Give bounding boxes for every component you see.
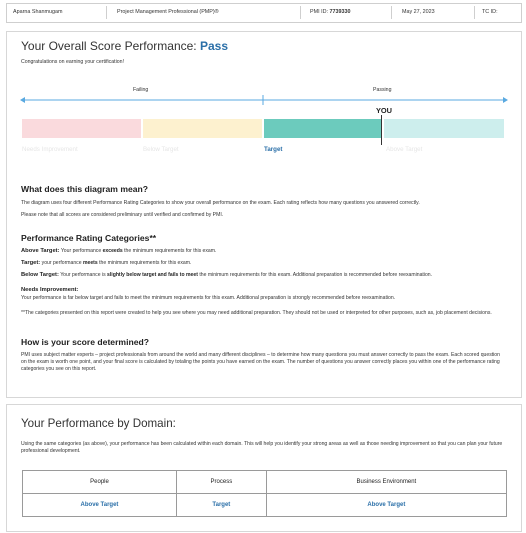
candidate-name: Aparna Shanmugam [13, 9, 63, 15]
header-divider [474, 6, 475, 19]
report-header [6, 3, 522, 23]
above-target-post: the minimum requirements for this exam. [122, 248, 217, 254]
domain-header-process: Process [176, 471, 266, 494]
header-divider [106, 6, 107, 19]
domain-header-business-environment: Business Environment [266, 471, 506, 494]
rating-heading: Performance Rating Categories** [21, 233, 157, 243]
diagram-heading: What does this diagram mean? [21, 184, 149, 194]
domain-value-business-environment: Above Target [266, 494, 506, 517]
rating-needs-improvement [21, 287, 511, 294]
you-marker-label: YOU [376, 106, 393, 115]
below-target-label: Below Target: [21, 272, 59, 278]
rating-target [21, 260, 511, 267]
report-date: May 27, 2023 [402, 9, 435, 15]
domain-table [22, 470, 507, 517]
rating-below-target [21, 272, 516, 279]
target-post: the minimum requirements for this exam. [97, 260, 192, 266]
domain-heading: Your Performance by Domain: [21, 417, 176, 430]
label-above-target: Above Target [386, 146, 423, 153]
diagram-paragraph-2: Please note that all scores are considered preliminary until verified and confirmed by PMI. [21, 212, 224, 218]
header-divider [300, 6, 301, 19]
bar-above-target [384, 119, 504, 138]
rating-above-target [21, 248, 511, 255]
exam-name: Project Management Professional (PMP)® [117, 9, 219, 15]
overall-score-title [21, 39, 228, 53]
label-below-target: Below Target [143, 146, 179, 153]
needs-improvement-text: Your performance is far below target and fails to meet the minimum requirements for this exam. Additional preparation is strongly recommended before reexamination. [21, 295, 396, 301]
rating-note: **The categories presented on this report were created to help you see where you may need additional preparation. They should not be used or interpreted for other purposes, such as, job placement decisions. [21, 310, 492, 316]
below-target-post: the minimum requirements for this exam. Additional preparation is recommended before reexamination. [197, 272, 433, 278]
below-target-pre: Your performance is [60, 272, 108, 278]
diagram-paragraph-1: The diagram uses four different Performance Rating Categories to show your overall performance on the exam. Each rating reflects how many questions you answered correctly. [21, 200, 420, 206]
score-heading: How is your score determined? [21, 337, 149, 347]
bar-target [264, 119, 382, 138]
overall-result: Pass [199, 39, 229, 53]
score-paragraph: PMI uses subject matter experts – project professionals from around the world and many different disciplines – to determine how many questions you must answer correctly to pass the exam. Each scored question on the exam is worth one point, and your final score is calculated by totaling the points you have earned on the exam. The number of questions you answer correctly places you within one of the performance rating categories you see on this report. [21, 352, 500, 372]
you-marker-line [381, 115, 382, 145]
domain-paragraph: Using the same categories (as above), your performance has been calculated within each domain. This will help you identify your strong areas as well as those needing improvement so that you can plan your future professional development. [21, 441, 503, 454]
above-target-bold: exceeds [102, 248, 123, 254]
target-bold: meets [82, 260, 98, 266]
label-needs-improvement: Needs Improvement [22, 146, 78, 153]
bar-below-target [143, 119, 262, 138]
target-pre: your performance [41, 260, 83, 266]
above-target-pre: Your performance [60, 248, 103, 254]
domain-value-process: Target [176, 494, 266, 517]
pmi-id-value: 7739330 [329, 9, 351, 15]
target-label: Target: [21, 260, 41, 266]
below-target-bold: slightly below target and fails to meet [107, 272, 198, 278]
pmi-id-field [310, 9, 350, 15]
needs-improvement-label: Needs Improvement: [21, 287, 79, 293]
passing-label: Passing [373, 87, 392, 93]
domain-value-row [23, 494, 507, 517]
pmi-id-label: PMI ID: [310, 9, 328, 15]
congrats-text: Congratulations on earning your certification! [21, 59, 124, 65]
failing-passing-arrow [20, 94, 508, 106]
failing-label: Failing [133, 87, 149, 93]
domain-header-people: People [23, 471, 177, 494]
domain-header-row [23, 471, 507, 494]
bar-needs-improvement [22, 119, 141, 138]
label-target: Target [264, 146, 283, 153]
overall-title-prefix: Your Overall Score Performance: [21, 39, 197, 53]
above-target-label: Above Target: [21, 248, 60, 254]
domain-value-people: Above Target [23, 494, 177, 517]
tc-id-label: TC ID: [482, 9, 498, 15]
header-divider [391, 6, 392, 19]
